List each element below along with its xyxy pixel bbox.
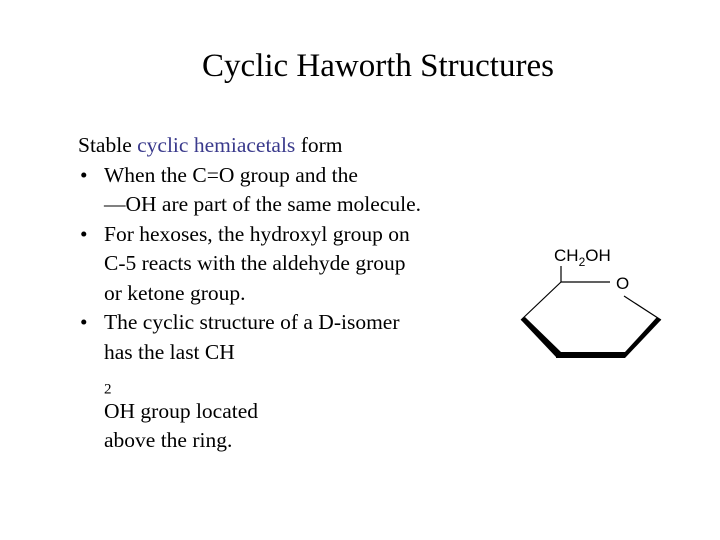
intro-line [78, 131, 498, 161]
bullet-item [78, 220, 498, 309]
slide-content [78, 131, 498, 456]
bullet-text-line: For hexoses, the hydroxyl group on [104, 221, 410, 246]
bullet-marker: • [80, 221, 88, 246]
bullet-marker: • [80, 162, 88, 187]
bullet-text-line: When the C=O group and the [104, 162, 358, 187]
bullet-text-line: —OH are part of the same molecule. [104, 192, 421, 216]
subscript: 2 [104, 381, 112, 398]
text-fragment: has the last CH [104, 339, 235, 364]
haworth-ring-figure [510, 236, 670, 366]
text-fragment: OH group located [104, 398, 259, 423]
bullet-text-line: above the ring. [104, 428, 233, 452]
bullet-text-line: The cyclic structure of a D-isomer [104, 310, 400, 334]
bullet-item [78, 161, 498, 220]
bullet-text-line: or ketone group. [104, 280, 246, 305]
ring-bond-c4-c3-bold [521, 317, 562, 357]
bullet-marker: • [80, 310, 88, 334]
ring-bond-c2-c1-bold [625, 317, 661, 358]
intro-suffix: form [295, 133, 343, 157]
slide-title: Cyclic Haworth Structures [202, 48, 554, 84]
ring-bond-c3-c2-bold [556, 352, 625, 358]
bullet-list [78, 161, 498, 456]
intro-highlight: cyclic hemiacetals [137, 133, 296, 157]
bullet-text-line [104, 338, 498, 427]
ring-bond-o-c1 [624, 296, 661, 320]
ch2oh-label: $CH_2OH$ [554, 246, 611, 269]
intro-prefix: Stable [78, 133, 138, 157]
bullet-text-line: C-5 reacts with the aldehyde group [104, 251, 406, 275]
ring-bond-c5-c4 [521, 282, 561, 320]
pyranose-ring-diagram [510, 236, 670, 366]
ring-oxygen-label: O [616, 274, 630, 293]
bullet-item [78, 308, 498, 456]
